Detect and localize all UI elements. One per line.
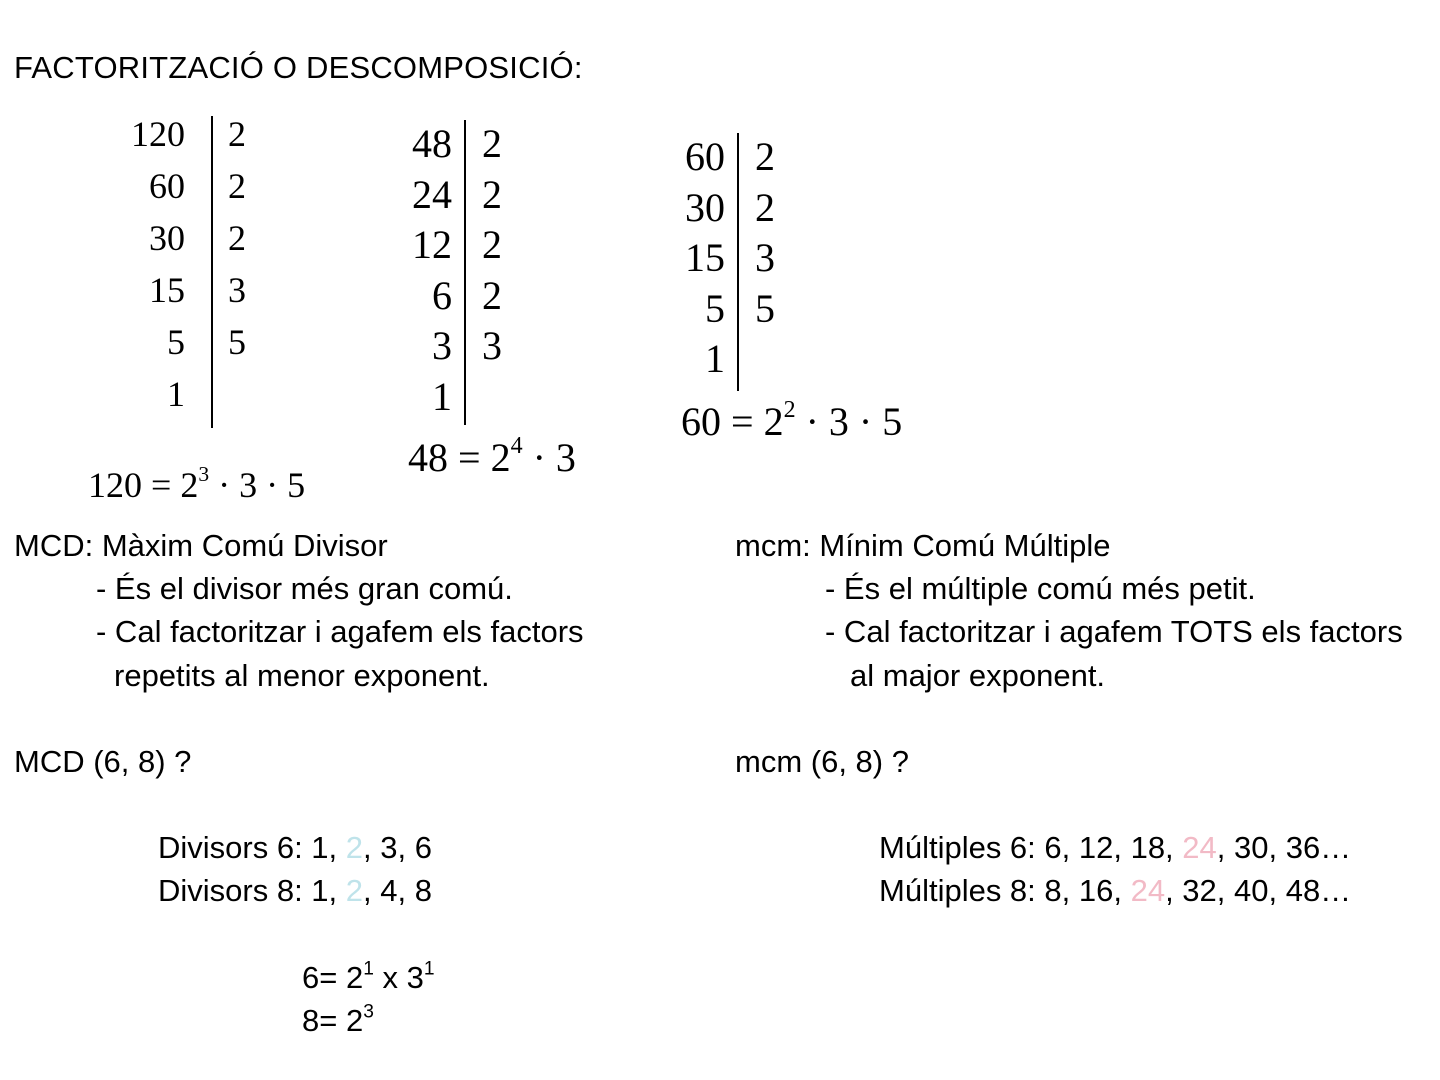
dividend-value: 1 xyxy=(167,374,185,414)
dividend-value: 1 xyxy=(432,373,452,419)
dividend-value: 5 xyxy=(167,322,185,362)
formula-rest: · 3 xyxy=(532,435,576,480)
division-line xyxy=(737,133,739,391)
fact-lhs: 8= 2 xyxy=(302,1003,364,1038)
dividend-value: 120 xyxy=(131,114,185,154)
prime-factor: 2 xyxy=(228,166,246,206)
mcm-question: mcm (6, 8) ? xyxy=(735,744,909,779)
divisors-rest: , 4, 8 xyxy=(363,873,432,908)
formula-exponent: 2 xyxy=(783,397,796,423)
multiples-6 xyxy=(879,826,1351,870)
divisors-6 xyxy=(158,826,432,870)
mcd-question: MCD (6, 8) ? xyxy=(14,744,192,779)
division-line xyxy=(211,116,213,428)
prime-factor: 2 xyxy=(482,272,502,318)
fact-lhs: 6= 2 xyxy=(302,960,364,995)
mcd-bullet-2: - Cal factoritzar i agafem els factors xyxy=(96,614,584,649)
dividend-value: 48 xyxy=(412,121,452,166)
factorization-6 xyxy=(302,956,435,1000)
formula-60 xyxy=(681,398,902,445)
highlighted-common-multiple: 24 xyxy=(1182,830,1217,865)
multiples-rest: , 30, 36… xyxy=(1216,830,1352,865)
multiples-label: Múltiples 6: 6, 12, 18, xyxy=(879,830,1183,865)
dividend-value: 1 xyxy=(705,336,725,381)
prime-factor: 2 xyxy=(482,121,502,166)
dividend-value: 60 xyxy=(685,134,725,179)
division-line xyxy=(464,120,466,425)
formula-rest: · 3 · 5 xyxy=(805,399,903,444)
prime-factor: 2 xyxy=(228,218,246,258)
factorization-table-60 xyxy=(675,133,875,393)
fact-exponent: 3 xyxy=(363,1001,374,1023)
page-title: FACTORITZACIÓ O DESCOMPOSICIÓ: xyxy=(14,50,583,85)
prime-factor: 3 xyxy=(755,235,775,280)
dividend-value: 30 xyxy=(685,184,725,230)
fact-mid: x 3 xyxy=(373,960,424,995)
mcm-heading: mcm: Mínim Comú Múltiple xyxy=(735,528,1111,563)
divisors-label: Divisors 6: 1, xyxy=(158,830,346,865)
mcd-bullet-1: - És el divisor més gran comú. xyxy=(96,571,513,606)
formula-exponent: 3 xyxy=(198,461,210,486)
factorization-8 xyxy=(302,999,374,1043)
factorization-table-120 xyxy=(120,113,320,433)
formula-base: 2 xyxy=(490,435,511,480)
formula-exponent: 4 xyxy=(510,433,523,459)
multiples-rest: , 32, 40, 48… xyxy=(1165,873,1352,908)
dividend-value: 6 xyxy=(432,272,452,318)
prime-factor: 3 xyxy=(228,270,246,310)
prime-factor: 3 xyxy=(482,323,502,368)
dividend-value: 5 xyxy=(705,285,725,331)
mcm-bullet-2: - Cal factoritzar i agafem TOTS els factors xyxy=(825,614,1403,649)
highlighted-common-divisor: 2 xyxy=(345,873,364,908)
formula-equals: = xyxy=(151,465,172,505)
dividend-value: 24 xyxy=(412,171,452,217)
prime-factor: 2 xyxy=(755,184,775,230)
prime-factor: 2 xyxy=(228,114,246,154)
factorization-table-48 xyxy=(400,120,600,430)
mcd-heading: MCD: Màxim Comú Divisor xyxy=(14,528,388,563)
divisors-rest: , 3, 6 xyxy=(363,830,432,865)
formula-rest: · 3 · 5 xyxy=(218,465,306,505)
multiples-label: Múltiples 8: 8, 16, xyxy=(879,873,1131,908)
prime-factor: 5 xyxy=(228,322,246,362)
highlighted-common-divisor: 2 xyxy=(345,830,364,865)
formula-lhs: 60 xyxy=(681,399,721,444)
fact-exponent: 1 xyxy=(363,958,374,980)
formula-120 xyxy=(88,461,306,506)
prime-factor: 2 xyxy=(482,222,502,267)
prime-factor: 2 xyxy=(482,171,502,217)
dividend-value: 12 xyxy=(412,222,452,267)
divisors-8 xyxy=(158,869,432,913)
mcm-bullet-1: - És el múltiple comú més petit. xyxy=(825,571,1256,606)
mcd-bullet-2-cont: repetits al menor exponent. xyxy=(114,658,490,693)
formula-lhs: 48 xyxy=(408,435,448,480)
mcm-bullet-2-cont: al major exponent. xyxy=(850,658,1106,693)
prime-factor: 5 xyxy=(755,285,775,331)
multiples-8 xyxy=(879,869,1351,913)
formula-equals: = xyxy=(731,399,754,444)
formula-base: 2 xyxy=(180,465,199,505)
fact-exponent: 1 xyxy=(423,958,435,980)
formula-48 xyxy=(408,434,576,481)
formula-base: 2 xyxy=(763,399,784,444)
formula-lhs: 120 xyxy=(88,465,142,505)
dividend-value: 30 xyxy=(149,218,185,258)
dividend-value: 15 xyxy=(685,235,725,280)
highlighted-common-multiple: 24 xyxy=(1130,873,1166,908)
dividend-value: 3 xyxy=(432,323,452,368)
divisors-label: Divisors 8: 1, xyxy=(158,873,346,908)
formula-equals: = xyxy=(458,435,481,480)
dividend-value: 15 xyxy=(149,270,185,310)
dividend-value: 60 xyxy=(149,166,185,206)
prime-factor: 2 xyxy=(755,134,775,179)
